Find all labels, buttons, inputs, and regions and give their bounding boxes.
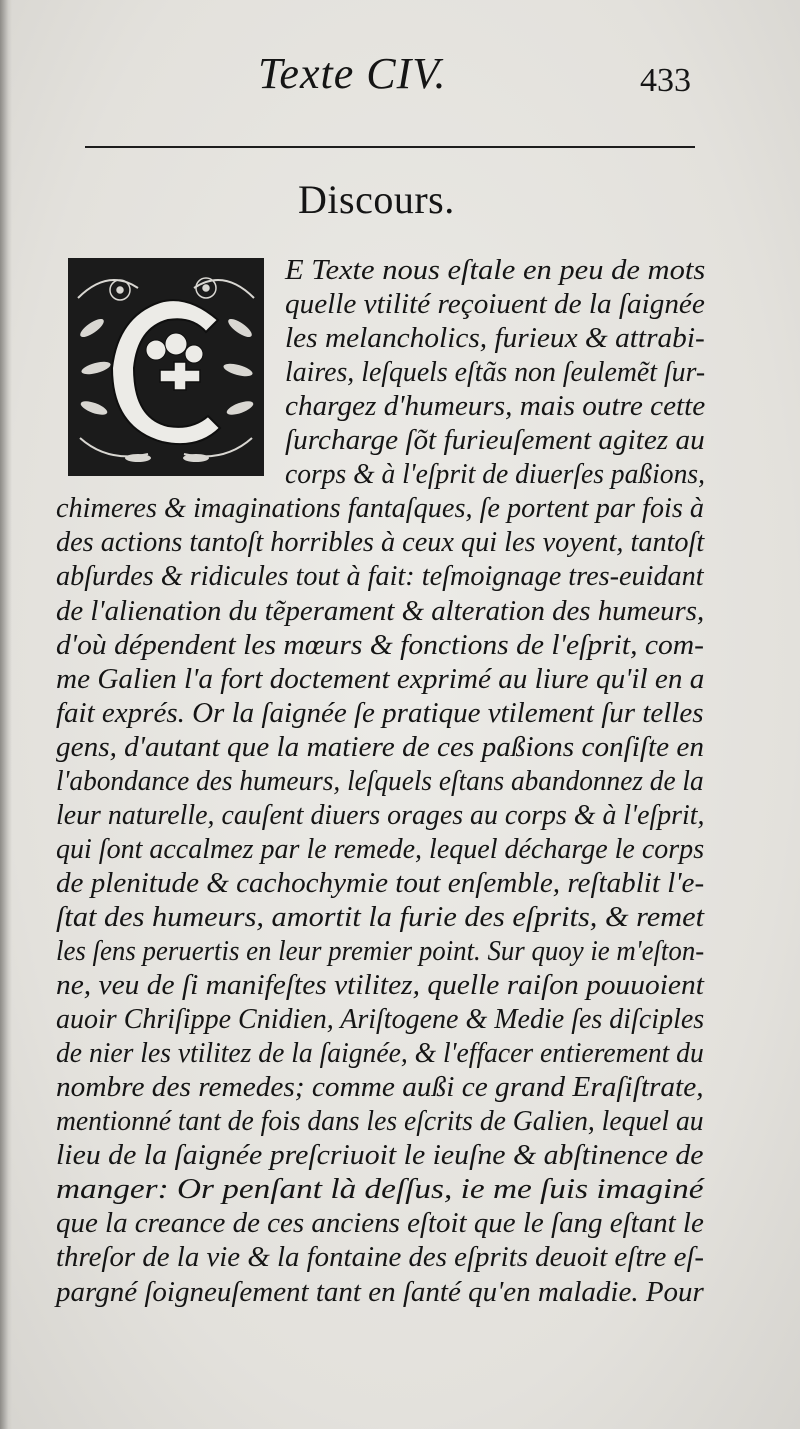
- text-line: d'où dépendent les mœurs & fonctions de l'eſprit, com-: [56, 629, 705, 661]
- page-gutter-shadow: [0, 0, 12, 1429]
- text-line: les melancholics, furieux & attrabi-: [285, 322, 705, 354]
- text-line: ſurcharge ſõt furieuſement agitez au: [285, 424, 705, 456]
- text-line: de l'alienation du tẽperament & alteration des humeurs,: [56, 595, 705, 627]
- text-line: abſurdes & ridicules tout à fait: teſmoignage tres-euidant: [56, 560, 704, 592]
- floral-ornament-icon: [68, 258, 264, 476]
- text-line: qui ſont accalmez par le remede, lequel décharge le corps: [56, 833, 705, 865]
- text-line: chargez d'humeurs, mais outre cette: [285, 390, 706, 422]
- text-line: que la creance de ces anciens eſtoit que le ſang eſtant le: [56, 1207, 704, 1239]
- text-line: corps & à l'eſprit de diuerſes paßions,: [285, 458, 705, 490]
- text-line: chimeres & imaginations fantaſques, ſe portent par fois à: [56, 492, 705, 524]
- text-line: des actions tantoſt horribles à ceux qui les voyent, tantoſt: [56, 526, 705, 558]
- text-line: de plenitude & cachochymie tout enſemble, reſtablit l'e-: [56, 867, 705, 899]
- running-title: Texte CIV.: [258, 49, 447, 98]
- text-line: me Galien l'a fort doctement exprimé au liure qu'il en a: [56, 663, 705, 695]
- header-rule: [85, 146, 695, 148]
- page-number: 433: [640, 62, 691, 99]
- text-line: l'abondance des humeurs, leſquels eſtans abandonnez de la: [56, 765, 704, 797]
- section-title: Discours.: [298, 177, 455, 222]
- text-line: les ſens peruertis en leur premier point. Sur quoy ie m'eſton-: [56, 935, 705, 967]
- text-line: de nier les vtilitez de la ſaignée, & l'effacer entierement du: [56, 1037, 704, 1069]
- text-line: pargné ſoigneuſement tant en ſanté qu'en maladie. Pour: [56, 1276, 704, 1308]
- text-line: leur naturelle, cauſent diuers orages au corps & à l'eſprit,: [56, 799, 705, 831]
- page-header: [0, 48, 800, 108]
- ornamental-initial-c: [68, 258, 264, 476]
- text-line: fait exprés. Or la ſaignée ſe pratique vtilement ſur telles: [56, 697, 704, 729]
- text-line: nombre des remedes; comme außi ce grand Eraſiſtrate,: [56, 1071, 704, 1103]
- text-line: laires, leſquels eſtãs non ſeulemẽt ſur-: [285, 356, 706, 388]
- text-line: mentionné tant de fois dans les eſcrits de Galien, lequel au: [56, 1105, 704, 1137]
- text-line: ſtat des humeurs, amortit la furie des eſprits, & remet: [56, 901, 705, 933]
- text-line: E Texte nous eſtale en peu de mots: [285, 254, 706, 286]
- text-line: lieu de la ſaignée preſcriuoit le ieuſne & abſtinence de: [56, 1139, 704, 1171]
- text-line: ne, veu de ſi manifeſtes vtilitez, quelle raiſon pouuoient: [56, 969, 704, 1001]
- text-line: quelle vtilité reçoiuent de la ſaignée: [285, 288, 705, 320]
- text-line: threſor de la vie & la fontaine des eſprits deuoit eſtre eſ-: [56, 1241, 705, 1273]
- text-line: gens, d'autant que la matiere de ces paßions conſiſte en: [56, 731, 705, 763]
- text-line: manger: Or penſant là deſſus, ie me ſuis imaginé: [56, 1173, 704, 1205]
- text-line: auoir Chriſippe Cnidien, Ariſtogene & Medie ſes diſciples: [56, 1003, 705, 1035]
